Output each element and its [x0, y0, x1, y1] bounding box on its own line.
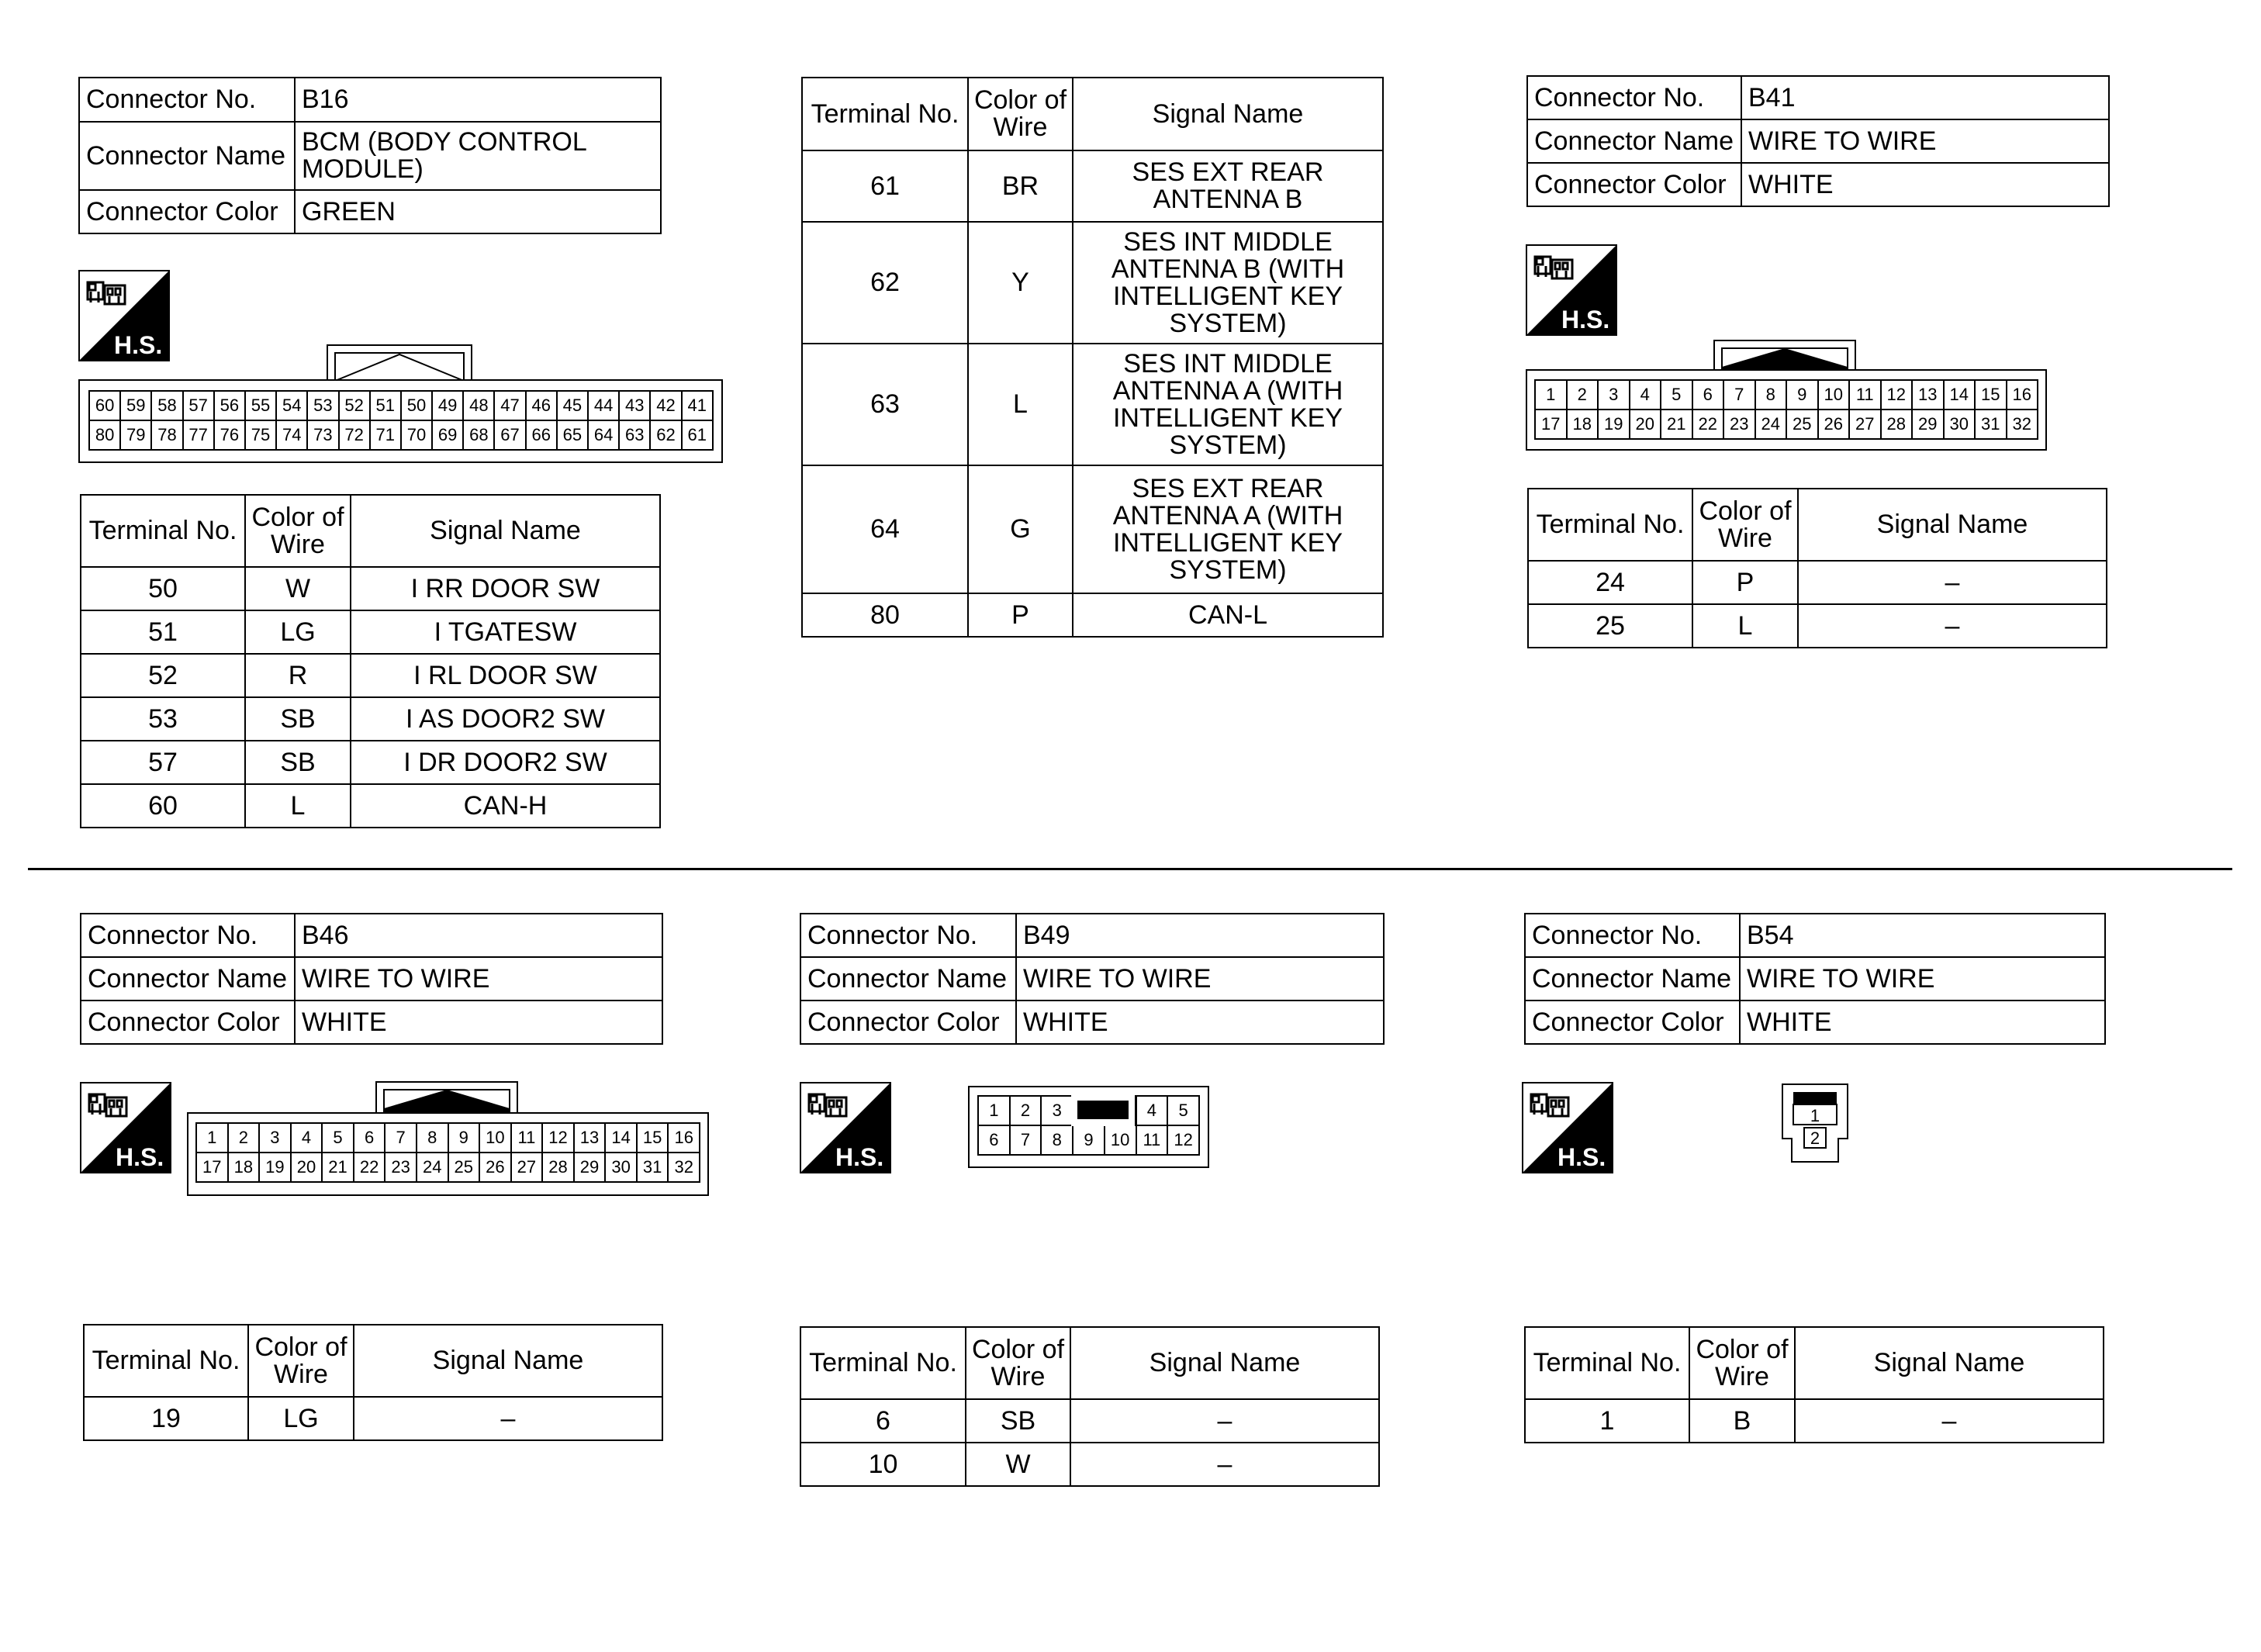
connector-color-label: Connector Color: [79, 190, 295, 233]
pin: 26: [1818, 410, 1850, 439]
pin: 59: [120, 391, 151, 420]
signal-name-header: Signal Name: [1795, 1327, 2104, 1399]
pin: 16: [668, 1123, 700, 1153]
signal-name-cell: I DR DOOR2 SW: [351, 741, 660, 784]
pin: 8: [1755, 380, 1787, 410]
pin: 67: [494, 420, 525, 450]
signal-name-cell: [1073, 344, 1383, 465]
signal-name-cell: I AS DOOR2 SW: [351, 697, 660, 741]
pin: 6: [978, 1125, 1010, 1155]
wire-color-cell: L: [1692, 604, 1798, 648]
pin: 19: [259, 1153, 291, 1182]
color-of-line: Color of: [973, 85, 1067, 115]
pin: 23: [1723, 410, 1755, 439]
wire-color-cell: BR: [968, 150, 1073, 222]
pin: 32: [668, 1153, 700, 1182]
b46-terminal-table: [83, 1324, 663, 1441]
signal-name-cell: –: [1070, 1399, 1379, 1443]
terminal-no-header: Terminal No.: [1525, 1327, 1689, 1399]
pin: 32: [2007, 410, 2038, 439]
signal-name-cell: I RL DOOR SW: [351, 654, 660, 697]
pin: 9: [448, 1123, 480, 1153]
pin: 14: [605, 1123, 637, 1153]
pin: 19: [1598, 410, 1630, 439]
terminal-no-cell: 50: [81, 567, 245, 610]
signal-name-header: Signal Name: [1070, 1327, 1379, 1399]
wire-color-cell: W: [966, 1443, 1070, 1486]
signal-name-cell: [1073, 150, 1383, 222]
color-of-line: Color of: [1696, 1334, 1789, 1364]
pin: 15: [637, 1123, 669, 1153]
pin: 3: [259, 1123, 291, 1153]
connector-no-label: Connector No.: [1525, 914, 1740, 957]
signal-name-line: ANTENNA A (WITH: [1112, 375, 1343, 406]
signal-name-line: SES EXT REAR: [1132, 473, 1324, 503]
pin: 11: [1849, 380, 1881, 410]
terminal-no-cell: 6: [800, 1399, 966, 1443]
connector-no-label: Connector No.: [800, 914, 1016, 957]
table-row: [800, 1443, 1379, 1486]
terminal-no-cell: 57: [81, 741, 245, 784]
pin: 54: [276, 391, 307, 420]
pin: 28: [1881, 410, 1913, 439]
pin: 4: [291, 1123, 323, 1153]
pin: 18: [228, 1153, 260, 1182]
color-of-wire-header: [1689, 1327, 1795, 1399]
terminal-no-header: Terminal No.: [1528, 489, 1692, 561]
color-of-wire-header: [966, 1327, 1070, 1399]
wire-color-cell: SB: [245, 741, 351, 784]
pin: 65: [557, 420, 588, 450]
hs-label: H.S.: [114, 331, 163, 359]
pin: 72: [339, 420, 370, 450]
signal-name-cell: –: [1798, 604, 2107, 648]
pin: 1: [1535, 380, 1567, 410]
harness-side-icon: [1522, 1082, 1613, 1173]
terminal-no-cell: 24: [1528, 561, 1692, 604]
pin: 18: [1567, 410, 1599, 439]
pin: 62: [650, 420, 681, 450]
pin: 22: [354, 1153, 385, 1182]
connector-color-value: GREEN: [295, 190, 661, 233]
connector-name-line: BCM (BODY CONTROL: [302, 127, 587, 157]
b41-terminal-table: [1527, 488, 2107, 648]
table-row: [81, 741, 660, 784]
connector-name-value: [295, 122, 661, 190]
pin: 71: [370, 420, 401, 450]
pin: 30: [1944, 410, 1976, 439]
table-row: [81, 697, 660, 741]
pin: 25: [448, 1153, 480, 1182]
pin: 16: [2007, 380, 2038, 410]
signal-name-line: SYSTEM): [1169, 555, 1287, 585]
table-row: [802, 150, 1383, 222]
wire-color-cell: L: [968, 344, 1073, 465]
table-row: [802, 344, 1383, 465]
pin: 52: [339, 391, 370, 420]
pin: 9: [1786, 380, 1818, 410]
b54-connector-info: [1524, 913, 2106, 1045]
terminal-no-header: Terminal No.: [81, 495, 245, 567]
connector-name-value: WIRE TO WIRE: [1016, 957, 1384, 1001]
harness-side-icon: [78, 270, 170, 361]
wire-color-cell: LG: [245, 610, 351, 654]
terminal-no-cell: 53: [81, 697, 245, 741]
terminal-no-cell: 80: [802, 593, 968, 637]
hs-label: H.S.: [835, 1143, 884, 1171]
pin: 60: [89, 391, 120, 420]
pin: 30: [605, 1153, 637, 1182]
pin: 58: [151, 391, 182, 420]
connector-name-label: Connector Name: [79, 122, 295, 190]
pin: 3: [1598, 380, 1630, 410]
terminal-no-cell: 62: [802, 222, 968, 344]
b16-connector-latch: [326, 344, 473, 382]
connector-color-value: WHITE: [1741, 163, 2109, 206]
color-of-wire-header: [245, 495, 351, 567]
signal-name-header: Signal Name: [1798, 489, 2107, 561]
pin: 69: [432, 420, 463, 450]
pin: 77: [183, 420, 214, 450]
terminal-no-cell: 52: [81, 654, 245, 697]
color-of-line: Color of: [254, 1332, 347, 1362]
wire-line: Wire: [274, 1359, 328, 1389]
signal-name-line: INTELLIGENT KEY: [1112, 281, 1343, 311]
signal-name-line: ANTENNA A (WITH: [1112, 500, 1343, 531]
connector-name-label: Connector Name: [1527, 119, 1741, 163]
section-divider: [28, 868, 2232, 870]
signal-name-line: ANTENNA B (WITH: [1111, 254, 1345, 284]
connector-color-label: Connector Color: [800, 1001, 1016, 1044]
connector-name-label: Connector Name: [800, 957, 1016, 1001]
pin: 57: [183, 391, 214, 420]
signal-name-line: SYSTEM): [1169, 308, 1287, 338]
pin: 73: [307, 420, 338, 450]
pin: 13: [1912, 380, 1944, 410]
signal-name-cell: [1073, 465, 1383, 593]
b49-terminal-table: [800, 1326, 1380, 1487]
color-of-wire-header: [1692, 489, 1798, 561]
pin: 21: [1661, 410, 1692, 439]
b46-connector-info: [80, 913, 663, 1045]
pin: 17: [1535, 410, 1567, 439]
terminal-no-cell: 10: [800, 1443, 966, 1486]
connector-no-value: B49: [1016, 914, 1384, 957]
pin: 27: [511, 1153, 543, 1182]
pin: 12: [1167, 1125, 1199, 1155]
signal-name-line: SES INT MIDDLE: [1123, 348, 1333, 378]
pin: 56: [214, 391, 245, 420]
pin: 14: [1944, 380, 1976, 410]
b54-terminal-table: [1524, 1326, 2104, 1443]
connector-no-label: Connector No.: [81, 914, 295, 957]
signal-name-cell: I RR DOOR SW: [351, 567, 660, 610]
signal-name-line: SYSTEM): [1169, 430, 1287, 460]
table-row: [802, 465, 1383, 593]
pin: 1: [1810, 1106, 1820, 1125]
pin: 4: [1136, 1096, 1168, 1125]
b16-connector-info: [78, 77, 662, 234]
signal-name-cell: –: [1795, 1399, 2104, 1443]
pin: 43: [619, 391, 650, 420]
wire-color-cell: G: [968, 465, 1073, 593]
signal-name-line: INTELLIGENT KEY: [1112, 403, 1343, 433]
pin: 22: [1692, 410, 1724, 439]
table-row: [84, 1397, 662, 1440]
terminal-no-header: Terminal No.: [802, 78, 968, 150]
pin: 31: [637, 1153, 669, 1182]
pin: 11: [1136, 1125, 1168, 1155]
pin: 80: [89, 420, 120, 450]
pin: 46: [526, 391, 557, 420]
b49-connector-info: [800, 913, 1385, 1045]
wire-color-cell: R: [245, 654, 351, 697]
connector-color-label: Connector Color: [1525, 1001, 1740, 1044]
connector-name-value: WIRE TO WIRE: [1741, 119, 2109, 163]
pin: 68: [463, 420, 494, 450]
connector-color-label: Connector Color: [81, 1001, 295, 1044]
connector-no-value: B46: [295, 914, 662, 957]
pin: 3: [1041, 1096, 1073, 1125]
signal-name-cell: –: [1070, 1443, 1379, 1486]
signal-name-cell: [1073, 593, 1383, 637]
pin: 20: [1630, 410, 1661, 439]
table-row: [802, 593, 1383, 637]
wire-line: Wire: [990, 1361, 1046, 1391]
pin: 48: [463, 391, 494, 420]
pin: 11: [511, 1123, 543, 1153]
wire-line: Wire: [1718, 523, 1772, 553]
pin: 5: [1661, 380, 1692, 410]
pin: 6: [354, 1123, 385, 1153]
terminal-no-header: Terminal No.: [800, 1327, 966, 1399]
pin: 10: [1105, 1125, 1136, 1155]
color-of-line: Color of: [251, 502, 344, 532]
b16-terminal-table-cont: [801, 77, 1384, 638]
connector-name-value: WIRE TO WIRE: [295, 957, 662, 1001]
pin: 20: [291, 1153, 323, 1182]
b41-pin-grid: [1534, 379, 2038, 440]
table-row: [1525, 1399, 2104, 1443]
pin: 44: [588, 391, 619, 420]
connector-no-label: Connector No.: [79, 78, 295, 122]
pin: 55: [245, 391, 276, 420]
pin: 45: [557, 391, 588, 420]
color-of-wire-header: [968, 78, 1073, 150]
pin: 8: [1041, 1125, 1073, 1155]
pin: 49: [432, 391, 463, 420]
connector-no-value: B41: [1741, 76, 2109, 119]
table-row: [81, 610, 660, 654]
pin: 51: [370, 391, 401, 420]
pin: 5: [322, 1123, 354, 1153]
table-row: [1528, 604, 2107, 648]
connector-color-label: Connector Color: [1527, 163, 1741, 206]
terminal-no-cell: 63: [802, 344, 968, 465]
signal-name-line: SES INT MIDDLE: [1123, 226, 1333, 257]
signal-name-cell: –: [354, 1397, 662, 1440]
pin: 17: [196, 1153, 228, 1182]
pin: 10: [479, 1123, 511, 1153]
signal-name-cell: I TGATESW: [351, 610, 660, 654]
harness-side-icon: [1526, 244, 1617, 336]
signal-name-line: SES EXT REAR: [1132, 157, 1324, 187]
signal-name-header: Signal Name: [351, 495, 660, 567]
wire-color-cell: SB: [966, 1399, 1070, 1443]
pin: 29: [1912, 410, 1944, 439]
connector-no-value: B16: [295, 78, 661, 122]
b16-terminal-table: [80, 494, 661, 828]
pin: 76: [214, 420, 245, 450]
pin: 42: [650, 391, 681, 420]
hs-label: H.S.: [1557, 1143, 1606, 1171]
wire-color-cell: P: [968, 593, 1073, 637]
signal-name-cell: [1073, 222, 1383, 344]
connector-no-value: B54: [1740, 914, 2105, 957]
color-of-line: Color of: [971, 1334, 1065, 1364]
wire-color-cell: P: [1692, 561, 1798, 604]
wire-color-cell: L: [245, 784, 351, 828]
harness-side-icon: [80, 1082, 171, 1173]
pin: 66: [526, 420, 557, 450]
pin: 74: [276, 420, 307, 450]
terminal-no-cell: 25: [1528, 604, 1692, 648]
pin: 28: [542, 1153, 574, 1182]
pin: 41: [682, 391, 713, 420]
pin: 15: [1975, 380, 2007, 410]
pin: 2: [228, 1123, 260, 1153]
pin: 5: [1167, 1096, 1199, 1125]
terminal-no-cell: 51: [81, 610, 245, 654]
pin: 50: [401, 391, 432, 420]
b54-connector-face: [1781, 1083, 1849, 1163]
pin: 53: [307, 391, 338, 420]
pin: 25: [1786, 410, 1818, 439]
pin: 7: [1723, 380, 1755, 410]
terminal-no-cell: 61: [802, 150, 968, 222]
pin: 21: [322, 1153, 354, 1182]
b16-pin-grid: [88, 390, 714, 451]
pin: 61: [682, 420, 713, 450]
connector-name-label: Connector Name: [81, 957, 295, 1001]
signal-name-cell: CAN-H: [351, 784, 660, 828]
wire-color-cell: B: [1689, 1399, 1795, 1443]
harness-side-icon: [800, 1082, 891, 1173]
signal-name-header: Signal Name: [354, 1325, 662, 1397]
pin: 1: [978, 1096, 1010, 1125]
wire-color-cell: Y: [968, 222, 1073, 344]
pin: 4: [1630, 380, 1661, 410]
wire-line: Wire: [1715, 1361, 1769, 1391]
connector-no-label: Connector No.: [1527, 76, 1741, 119]
signal-name-cell: –: [1798, 561, 2107, 604]
pin: 24: [1755, 410, 1787, 439]
signal-name-line: ANTENNA B: [1153, 185, 1303, 214]
signal-name-line: INTELLIGENT KEY: [1112, 527, 1343, 558]
pin: 79: [120, 420, 151, 450]
color-of-wire-header: [248, 1325, 354, 1397]
pin: 70: [401, 420, 432, 450]
terminal-no-header: Terminal No.: [84, 1325, 248, 1397]
pin: 6: [1692, 380, 1724, 410]
connector-name-line: MODULE): [302, 154, 424, 184]
b46-pin-grid: [195, 1122, 700, 1183]
pin: 7: [1010, 1125, 1042, 1155]
hs-label: H.S.: [116, 1143, 164, 1171]
b41-connector-info: [1526, 75, 2110, 207]
table-row: [81, 567, 660, 610]
terminal-no-cell: 60: [81, 784, 245, 828]
terminal-no-cell: 64: [802, 465, 968, 593]
pin: 64: [588, 420, 619, 450]
pin: 1: [196, 1123, 228, 1153]
table-row: [81, 784, 660, 828]
color-of-line: Color of: [1699, 496, 1792, 526]
table-row: [1528, 561, 2107, 604]
pin: 31: [1975, 410, 2007, 439]
table-row: [81, 654, 660, 697]
pin: 75: [245, 420, 276, 450]
pin: 78: [151, 420, 182, 450]
terminal-no-cell: 1: [1525, 1399, 1689, 1443]
signal-name-line: CAN-L: [1188, 600, 1268, 630]
wire-color-cell: LG: [248, 1397, 354, 1440]
pin: 2: [1810, 1128, 1820, 1148]
pin: 23: [385, 1153, 417, 1182]
pin: 9: [1073, 1125, 1105, 1155]
connector-color-value: WHITE: [1740, 1001, 2105, 1044]
connector-color-value: WHITE: [1016, 1001, 1384, 1044]
connector-name-label: Connector Name: [1525, 957, 1740, 1001]
pin: 2: [1010, 1096, 1042, 1125]
pin: 27: [1849, 410, 1881, 439]
pin: 29: [574, 1153, 606, 1182]
pin: 7: [385, 1123, 417, 1153]
pin: 12: [1881, 380, 1913, 410]
pin: 47: [494, 391, 525, 420]
pin: 10: [1818, 380, 1850, 410]
hs-label: H.S.: [1561, 306, 1610, 334]
signal-name-header: Signal Name: [1073, 78, 1383, 150]
pin: 2: [1567, 380, 1599, 410]
pin: 12: [542, 1123, 574, 1153]
pin: 26: [479, 1153, 511, 1182]
pin: 63: [619, 420, 650, 450]
connector-name-value: WIRE TO WIRE: [1740, 957, 2105, 1001]
wire-line: Wire: [993, 112, 1048, 142]
pin: 24: [417, 1153, 448, 1182]
wire-line: Wire: [271, 529, 325, 559]
b49-key-block: [1077, 1101, 1129, 1119]
table-row: [802, 222, 1383, 344]
terminal-no-cell: 19: [84, 1397, 248, 1440]
wire-color-cell: W: [245, 567, 351, 610]
pin: 13: [574, 1123, 606, 1153]
table-row: [800, 1399, 1379, 1443]
connector-color-value: WHITE: [295, 1001, 662, 1044]
wire-color-cell: SB: [245, 697, 351, 741]
pin: 8: [417, 1123, 448, 1153]
